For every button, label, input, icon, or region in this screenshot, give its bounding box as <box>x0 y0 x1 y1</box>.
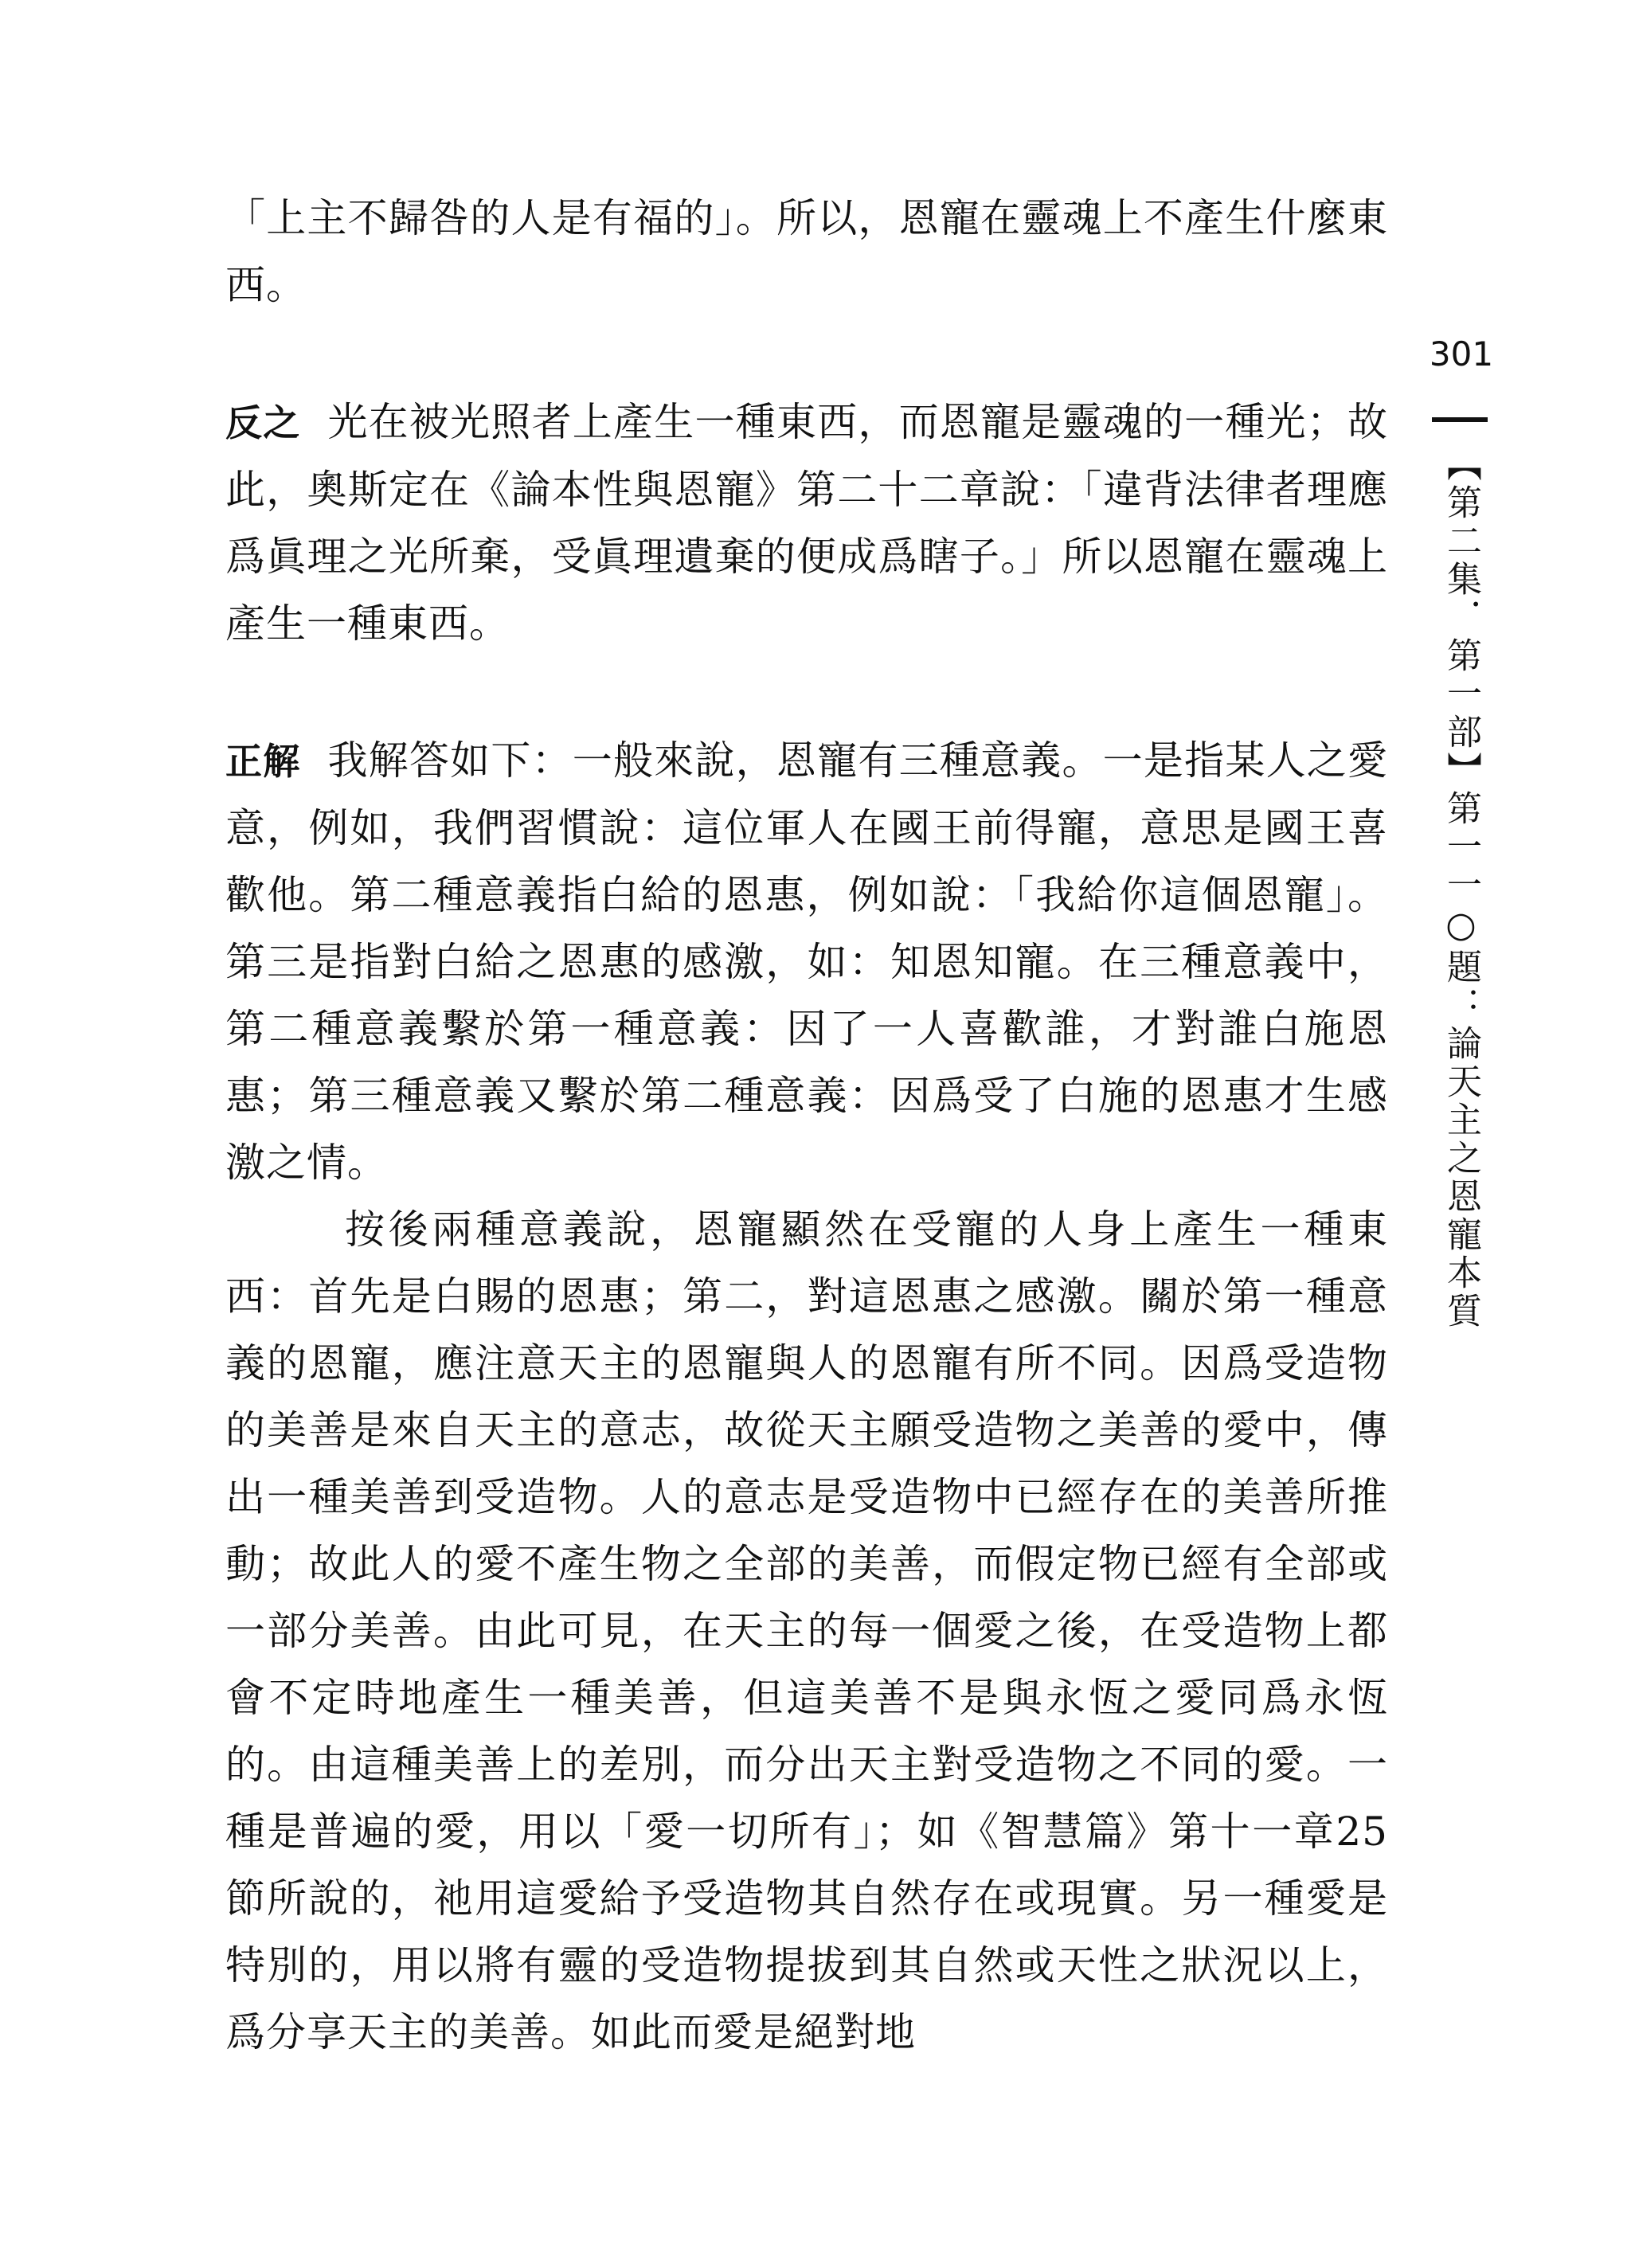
section-label-respondeo: 正解 <box>225 740 301 783</box>
page-number: 301 <box>1429 334 1494 373</box>
paragraph-sed-contra <box>225 389 1388 657</box>
paragraph-text: 「上主不歸咎的人是有福的」。所以，恩寵在靈魂上不產生什麼東西。 <box>225 195 1388 308</box>
running-head <box>1426 414 1497 1330</box>
paragraph-continuation <box>225 1196 1388 2066</box>
paragraph-text: 光在被光照者上產生一種東西，而恩寵是靈魂的一種光；故此，奧斯定在《論本性與恩寵》第二十二章說：「違背法律者理應爲眞理之光所棄，受眞理遺棄的便成爲瞎子。」所以恩寵在靈魂上產生一種東西。 <box>225 399 1389 647</box>
paragraph-objection-quote <box>225 185 1388 319</box>
paragraph-text: 按後兩種意義說，恩寵顯然在受寵的人身上產生一種東西：首先是白賜的恩惠；第二，對這恩惠之感激。關於第一種意義的恩寵，應注意天主的恩寵與人的恩寵有所不同。因爲受造物的美善是來自天主的意志，故從天主願受造物之美善的愛中，傳出一種美善到受造物。人的意志是受造物中已經存在的美善所推動；故此人的愛不產生物之全部的美善，而假定物已經有全部或一部分美善。由此可見，在天主的每一個愛之後，在受造物上都會不定時地產生一種美善，但這美善不是與永恆之愛同爲永恆的。由這種美善上的差別，而分出天主對受造物之不同的愛。一種是普遍的愛，用以「愛一切所有」；如《智慧篇》第十一章25節所說的，祂用這愛給予受造物其自然存在或現實。另一種愛是特別的，用以將有靈的受造物提拔到其自然或天性之狀況以上，爲分享天主的美善。如此而愛是絕對地 <box>225 1206 1388 2055</box>
running-head-rule <box>1432 417 1488 422</box>
running-head-title: 【第二集．第一部】第一一○題：論天主之恩寵本質 <box>1441 446 1481 1331</box>
paragraph-text: 我解答如下：一般來說，恩寵有三種意義。一是指某人之愛意，例如，我們習慣說：這位軍人在國王前得寵，意思是國王喜歡他。第二種意義指白給的恩惠，例如說：「我給你這個恩寵」。第三是指對白給之恩惠的感激，如：知恩知寵。在三種意義中，第二種意義繫於第一種意義：因了一人喜歡誰，才對誰白施恩惠；第三種意義又繫於第二種意義：因爲受了白施的恩惠才生感激之情。 <box>225 737 1389 1186</box>
section-label-sed-contra: 反之 <box>225 401 301 444</box>
paragraph-respondeo <box>225 727 1388 1196</box>
body-text <box>225 185 1388 2066</box>
